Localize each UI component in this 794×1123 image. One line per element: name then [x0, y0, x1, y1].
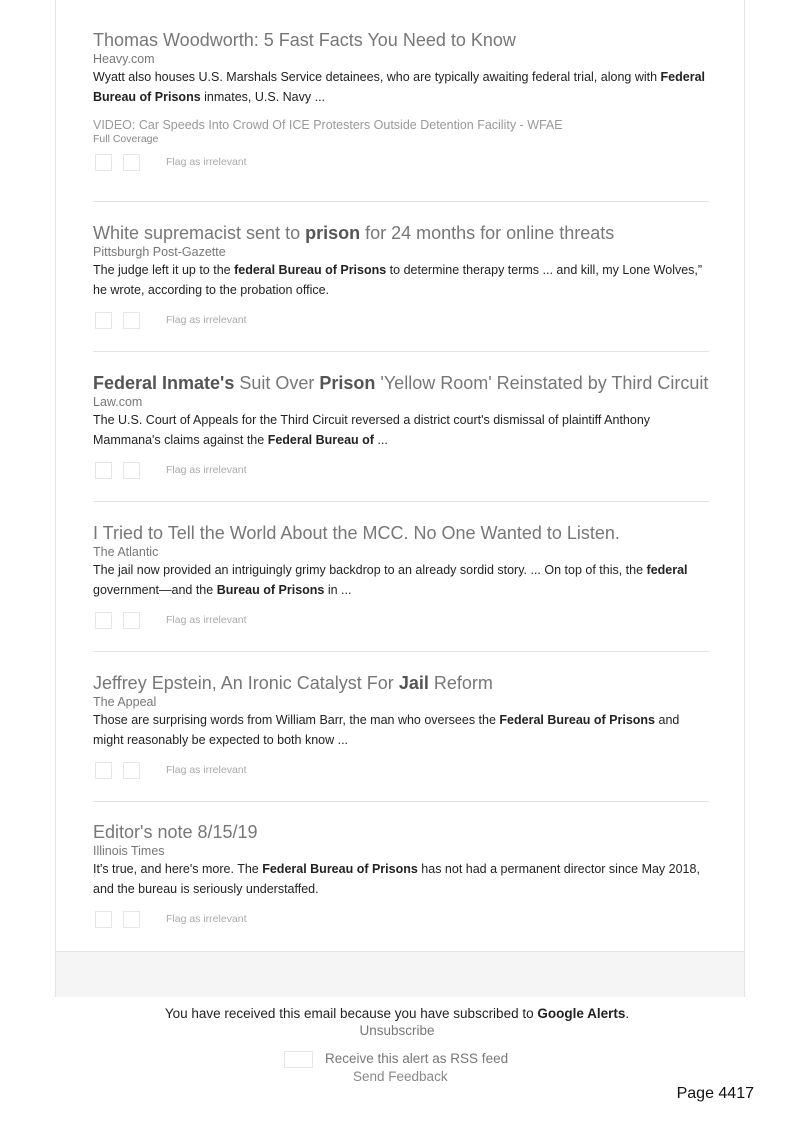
article-source: The Appeal: [93, 695, 157, 709]
article-title-link[interactable]: [93, 373, 709, 393]
snippet-keyword: Bureau of Prisons: [216, 583, 325, 597]
title-text: Jeffrey Epstein, An Ironic Catalyst For: [93, 673, 399, 693]
thumbs-down-icon[interactable]: [123, 911, 140, 928]
flag-irrelevant-link[interactable]: Flag as irrelevant: [166, 464, 247, 476]
article-source: Heavy.com: [93, 52, 155, 66]
title-text: 'Yellow Room' Reinstated by Third Circuit: [375, 373, 709, 393]
article-title-link[interactable]: [93, 30, 709, 50]
feedback-row: [93, 762, 709, 782]
alert-article: [93, 373, 709, 482]
thumbs-down-icon[interactable]: [123, 154, 140, 171]
snippet-text: The judge left it up to the: [93, 263, 235, 277]
article-title-link[interactable]: [93, 223, 709, 243]
full-coverage-link[interactable]: Full Coverage: [93, 133, 159, 145]
alert-article: [93, 673, 709, 782]
title-text: Suit Over: [234, 373, 320, 393]
article-source: Pittsburgh Post-Gazette: [93, 245, 226, 259]
snippet-text: and might reasonably be expected to both know ...: [93, 713, 680, 747]
subscription-notice: [0, 1006, 794, 1021]
send-feedback-label: Send Feedback: [353, 1069, 448, 1084]
page-number: Page 4417: [676, 1085, 754, 1102]
title-text: Editor's note 8/15/19: [93, 822, 258, 842]
title-keyword: prison: [305, 223, 361, 243]
thumbs-up-icon[interactable]: [95, 612, 112, 629]
rss-feed-link[interactable]: Receive this alert as RSS feed: [325, 1051, 509, 1066]
snippet-text: ...: [373, 433, 388, 447]
snippet-text: The U.S. Court of Appeals for the Third Circuit reversed a district court's dismissal of plaintiff Anthony Mammana's claims against the: [93, 413, 651, 447]
thumbs-down-icon[interactable]: [123, 762, 140, 779]
article-divider: [93, 201, 709, 202]
article-snippet: [93, 410, 709, 450]
article-title-link[interactable]: [93, 523, 709, 543]
snippet-text: government—and the: [93, 583, 217, 597]
snippet-text: has not had a permanent director since May 2018, and the bureau is seriously understaffed.: [93, 862, 700, 896]
notice-period: .: [625, 1006, 630, 1021]
snippet-keyword: Federal Bureau of Prisons: [499, 713, 656, 727]
flag-irrelevant-link[interactable]: Flag as irrelevant: [166, 314, 247, 326]
feedback-row: [93, 154, 709, 174]
snippet-text: Wyatt also houses U.S. Marshals Service detainees, who are typically awaiting federal trial, along with: [93, 70, 661, 84]
feedback-row: [93, 312, 709, 332]
title-keyword: Jail: [398, 673, 429, 693]
article-divider: [93, 501, 709, 502]
article-divider: [93, 651, 709, 652]
article-snippet: [93, 260, 709, 300]
title-text: Reform: [428, 673, 493, 693]
alert-article: [93, 223, 709, 332]
snippet-keyword: Federal Bureau of Prisons: [93, 70, 705, 104]
title-text: White supremacist sent to: [93, 223, 306, 243]
flag-irrelevant-link[interactable]: Flag as irrelevant: [166, 156, 247, 168]
notice-text: You have received this email because you have subscribed to: [164, 1006, 538, 1021]
thumbs-down-icon[interactable]: [123, 312, 140, 329]
article-source: Law.com: [93, 395, 143, 409]
title-text: for 24 months for online threats: [360, 223, 615, 243]
thumbs-up-icon[interactable]: [95, 762, 112, 779]
article-title-link[interactable]: [93, 673, 709, 693]
thumbs-up-icon[interactable]: [95, 462, 112, 479]
snippet-keyword: Federal Bureau of Prisons: [262, 862, 418, 876]
article-title-link[interactable]: [93, 822, 709, 842]
title-text: Thomas Woodworth: 5 Fast Facts You Need to Know: [93, 30, 516, 50]
thumbs-down-icon[interactable]: [123, 612, 140, 629]
google-alerts-brand: Google Alerts: [537, 1006, 626, 1021]
article-snippet: [93, 710, 709, 750]
snippet-keyword: Federal Bureau of: [267, 433, 374, 447]
snippet-text: The jail now provided an intriguingly grimy backdrop to an already sordid story. ... On top of this, the: [93, 563, 647, 577]
article-snippet: [93, 859, 709, 899]
related-article-link[interactable]: VIDEO: Car Speeds Into Crowd Of ICE Protesters Outside Detention Facility - WFAE: [93, 118, 563, 132]
feedback-row: [93, 462, 709, 482]
thumbs-up-icon[interactable]: [95, 312, 112, 329]
thumbs-up-icon[interactable]: [95, 154, 112, 171]
title-keyword: Prison: [319, 373, 376, 393]
article-divider: [93, 351, 709, 352]
snippet-text: in ...: [324, 583, 352, 597]
alert-article: [93, 523, 709, 632]
rss-icon[interactable]: [284, 1051, 313, 1068]
alert-article: [93, 822, 709, 931]
snippet-text: Those are surprising words from William Barr, the man who oversees the: [93, 713, 500, 727]
article-source: The Atlantic: [93, 545, 159, 559]
article-divider: [93, 801, 709, 802]
alert-card: [55, 0, 745, 997]
article-snippet: [93, 560, 709, 600]
feedback-row: [93, 612, 709, 632]
snippet-text: It's true, and here's more. The: [93, 862, 263, 876]
alert-article: [93, 30, 709, 174]
title-keyword: Federal Inmate's: [93, 373, 235, 393]
unsubscribe-link[interactable]: Unsubscribe: [359, 1023, 435, 1038]
snippet-text: inmates, U.S. Navy ...: [200, 90, 326, 104]
thumbs-up-icon[interactable]: [95, 911, 112, 928]
snippet-text: to determine therapy terms ... and kill, my Lone Wolves,” he wrote, according to the probation office.: [93, 263, 703, 297]
feedback-row: [93, 911, 709, 931]
article-source: Illinois Times: [93, 844, 165, 858]
send-feedback-link[interactable]: [353, 1069, 453, 1085]
title-text: I Tried to Tell the World About the MCC. No One Wanted to Listen.: [93, 523, 620, 543]
flag-irrelevant-link[interactable]: Flag as irrelevant: [166, 764, 247, 776]
article-snippet: [93, 67, 709, 107]
snippet-keyword: federal: [646, 563, 688, 577]
snippet-keyword: federal Bureau of Prisons: [234, 263, 387, 277]
thumbs-down-icon[interactable]: [123, 462, 140, 479]
flag-irrelevant-link[interactable]: Flag as irrelevant: [166, 913, 247, 925]
flag-irrelevant-link[interactable]: Flag as irrelevant: [166, 614, 247, 626]
card-footer-band: [56, 951, 744, 997]
